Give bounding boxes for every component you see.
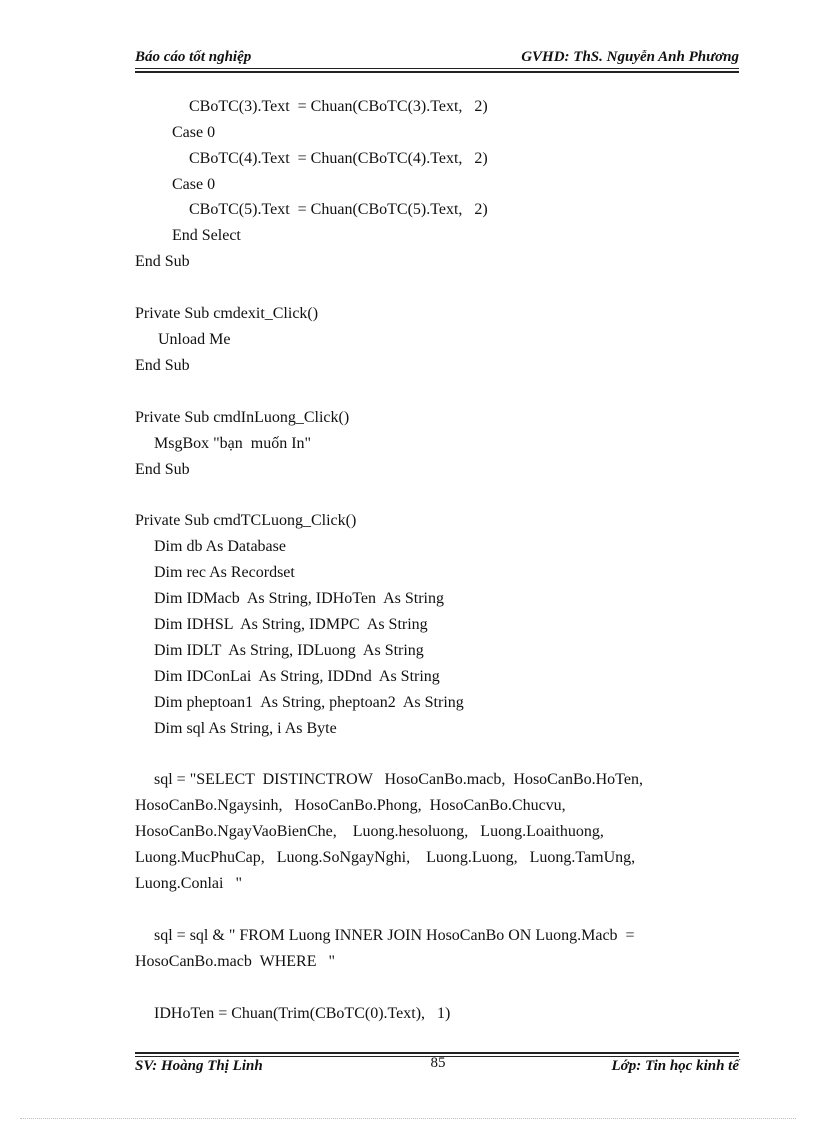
code-line: Luong.Conlai " (135, 875, 242, 892)
code-line: Dim IDMacb As String, IDHoTen As String (154, 590, 444, 607)
code-line: Dim pheptoan1 As String, pheptoan2 As String (154, 694, 464, 711)
code-line: Dim IDConLai As String, IDDnd As String (154, 668, 440, 685)
code-line: HosoCanBo.macb WHERE " (135, 953, 335, 970)
header-report-title: Báo cáo tốt nghiệp (135, 49, 252, 65)
code-line: Private Sub cmdTCLuong_Click() (135, 512, 357, 529)
code-line: Private Sub cmdexit_Click() (135, 305, 319, 322)
code-line: HosoCanBo.Ngaysinh, HosoCanBo.Phong, HosoCanBo.Chucvu, (135, 797, 566, 814)
code-line: Luong.MucPhuCap, Luong.SoNgayNghi, Luong.Luong, Luong.TamUng, (135, 849, 636, 866)
code-line: Dim IDHSL As String, IDMPC As String (154, 616, 428, 633)
code-line: sql = "SELECT DISTINCTROW HosoCanBo.macb, HosoCanBo.HoTen, (154, 771, 643, 788)
code-line: Dim db As Database (154, 538, 286, 555)
code-line: Case 0 (172, 124, 216, 141)
footer-student: SV: Hoàng Thị Linh (135, 1058, 263, 1074)
code-line: sql = sql & " FROM Luong INNER JOIN HosoCanBo ON Luong.Macb = (154, 927, 635, 944)
code-line: CBoTC(4).Text = Chuan(CBoTC(4).Text, 2) (189, 150, 488, 167)
footer-rule-thick (135, 1052, 739, 1054)
code-line: Dim rec As Recordset (154, 564, 295, 581)
code-line: CBoTC(3).Text = Chuan(CBoTC(3).Text, 2) (189, 98, 488, 115)
code-line: Dim sql As String, i As Byte (154, 720, 337, 737)
code-line: Case 0 (172, 176, 216, 193)
code-line: MsgBox "bạn muốn In" (154, 435, 312, 452)
code-line: IDHoTen = Chuan(Trim(CBoTC(0).Text), 1) (154, 1005, 451, 1022)
code-line: Private Sub cmdInLuong_Click() (135, 409, 350, 426)
code-line: End Sub (135, 357, 190, 374)
page-number: 85 (430, 1055, 446, 1071)
code-line: Dim IDLT As String, IDLuong As String (154, 642, 424, 659)
header-supervisor: GVHD: ThS. Nguyễn Anh Phương (521, 49, 739, 65)
code-line: HosoCanBo.NgayVaoBienChe, Luong.hesoluong, Luong.Loaithuong, (135, 823, 604, 840)
code-line: End Sub (135, 253, 190, 270)
footer-class: Lớp: Tin học kinh tế (611, 1058, 739, 1074)
code-line: CBoTC(5).Text = Chuan(CBoTC(5).Text, 2) (189, 201, 488, 218)
code-line: End Sub (135, 461, 190, 478)
page-bottom-divider (20, 1118, 796, 1119)
code-line: End Select (172, 227, 241, 244)
code-line: Unload Me (158, 331, 231, 348)
